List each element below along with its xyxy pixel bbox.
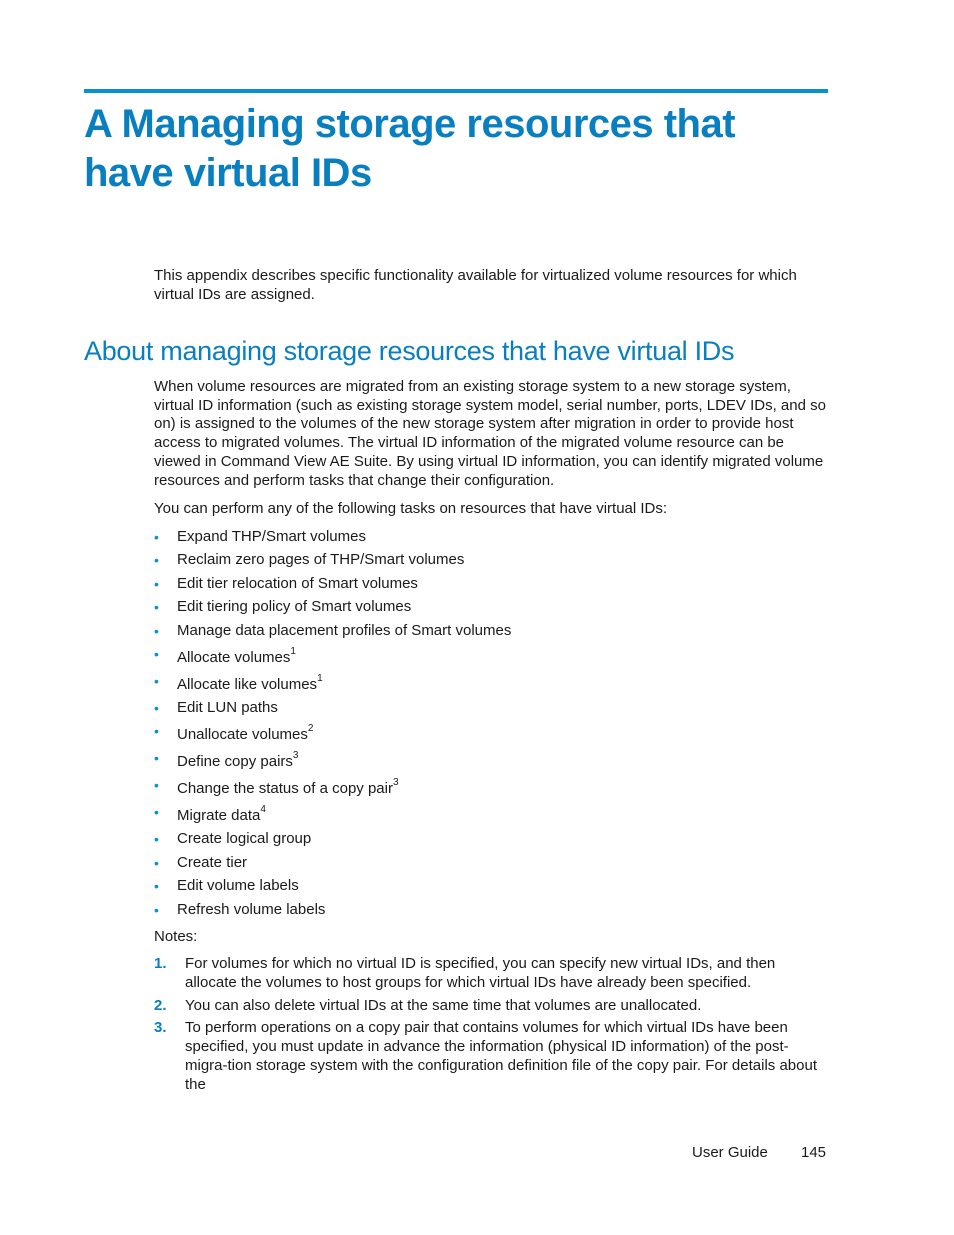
note-number: 3. (154, 1019, 167, 1037)
bullet-icon: • (154, 575, 159, 592)
bullet-icon: • (154, 723, 159, 740)
bullet-icon: • (154, 831, 159, 848)
task-list-item (154, 900, 828, 923)
note-text: You can also delete virtual IDs at the same time that volumes are unallocated. (185, 996, 702, 1014)
task-list-item (154, 644, 828, 671)
task-text: Define copy pairs (177, 753, 293, 771)
task-text: Edit LUN paths (177, 698, 278, 716)
task-list-item (154, 550, 828, 573)
task-text: Refresh volume labels (177, 900, 326, 918)
task-text: Create tier (177, 853, 248, 871)
bullet-icon: • (154, 804, 159, 821)
task-list-item (154, 802, 828, 829)
footnote-marker: 3 (392, 777, 399, 789)
footnote-marker: 1 (317, 672, 323, 684)
bullet-icon: • (154, 750, 159, 767)
task-list-item (154, 597, 828, 620)
task-list-item (154, 621, 828, 644)
task-text: Change the status of a copy pair (177, 780, 393, 798)
footnote-marker: 1 (290, 645, 296, 657)
task-list-item (154, 721, 828, 748)
note-item (154, 955, 828, 993)
notes-list (154, 955, 828, 1099)
footnote-marker: 2 (307, 723, 314, 735)
task-list-item (154, 527, 828, 550)
bullet-icon: • (154, 622, 159, 639)
task-text: Migrate data (177, 807, 261, 825)
chapter-rule (84, 89, 828, 93)
footer-guide-label: User Guide (692, 1144, 768, 1161)
task-text: Edit tiering policy of Smart volumes (177, 598, 412, 616)
footnote-marker: 4 (260, 804, 266, 816)
bullet-icon: • (154, 552, 159, 569)
tasks-list (154, 527, 828, 923)
note-item (154, 1019, 828, 1094)
notes-label: Notes: (154, 928, 198, 945)
bullet-icon: • (154, 599, 159, 616)
bullet-icon: • (154, 901, 159, 918)
tasks-intro-paragraph: You can perform any of the following tasks on resources that have virtual IDs: (154, 500, 668, 517)
footnote-marker: 3 (292, 750, 299, 762)
task-text: Edit volume labels (177, 877, 299, 895)
note-number: 2. (154, 996, 167, 1014)
task-text: Allocate volumes (177, 648, 291, 666)
bullet-icon: • (154, 699, 159, 716)
note-number: 1. (154, 955, 167, 972)
bullet-icon: • (154, 672, 159, 689)
task-list-item (154, 574, 828, 597)
page-number: 145 (801, 1144, 827, 1161)
task-list-item (154, 671, 828, 698)
bullet-icon: • (154, 645, 159, 662)
bullet-icon: • (154, 777, 159, 794)
task-list-item (154, 876, 828, 899)
migration-paragraph: When volume resources are migrated from an existing storage system to a new storage system, virtual ID information (such as existing storage system model, serial number, ports, LDEV IDs, and so on) is assigned to the volumes of the new storage system after migration in order to provide host access to migrated volumes. The virtual ID information of the migrated volume resource can be viewed in Command View AE Suite. By using virtual ID information, you can identify migrated volume resources and perform tasks that change their configuration. (154, 378, 826, 489)
note-item (154, 997, 828, 1016)
task-list-item (154, 698, 828, 721)
task-list-item (154, 748, 828, 775)
task-text: Manage data placement profiles of Smart volumes (177, 621, 512, 639)
intro-paragraph: This appendix describes specific functionality available for virtualized volume resources for which virtual IDs are assigned. (154, 267, 797, 303)
task-list-item (154, 775, 828, 802)
task-list-item (154, 829, 828, 852)
chapter-title: A Managing storage resources that have virtual IDs (84, 102, 736, 195)
bullet-icon: • (154, 854, 159, 871)
task-text: Reclaim zero pages of THP/Smart volumes (177, 551, 465, 569)
task-text: Allocate like volumes (177, 675, 318, 693)
section-title: About managing storage resources that have virtual IDs (84, 336, 735, 366)
note-text: For volumes for which no virtual ID is specified, you can specify new virtual IDs, and then allocate the volumes to host groups for which virtual IDs have already been specified. (185, 955, 776, 991)
task-text: Edit tier relocation of Smart volumes (177, 574, 418, 592)
bullet-icon: • (154, 878, 159, 895)
task-list-item (154, 853, 828, 876)
bullet-icon: • (154, 529, 159, 545)
task-text: Expand THP/Smart volumes (177, 528, 366, 545)
task-text: Unallocate volumes (177, 726, 308, 744)
note-text: To perform operations on a copy pair that contains volumes for which virtual IDs have been specified, you must update in advance the information (physical ID information) of the post-migra-tion storage system with the configuration definition file of the copy pair. For details about the (185, 1019, 817, 1093)
task-text: Create logical group (177, 830, 312, 848)
